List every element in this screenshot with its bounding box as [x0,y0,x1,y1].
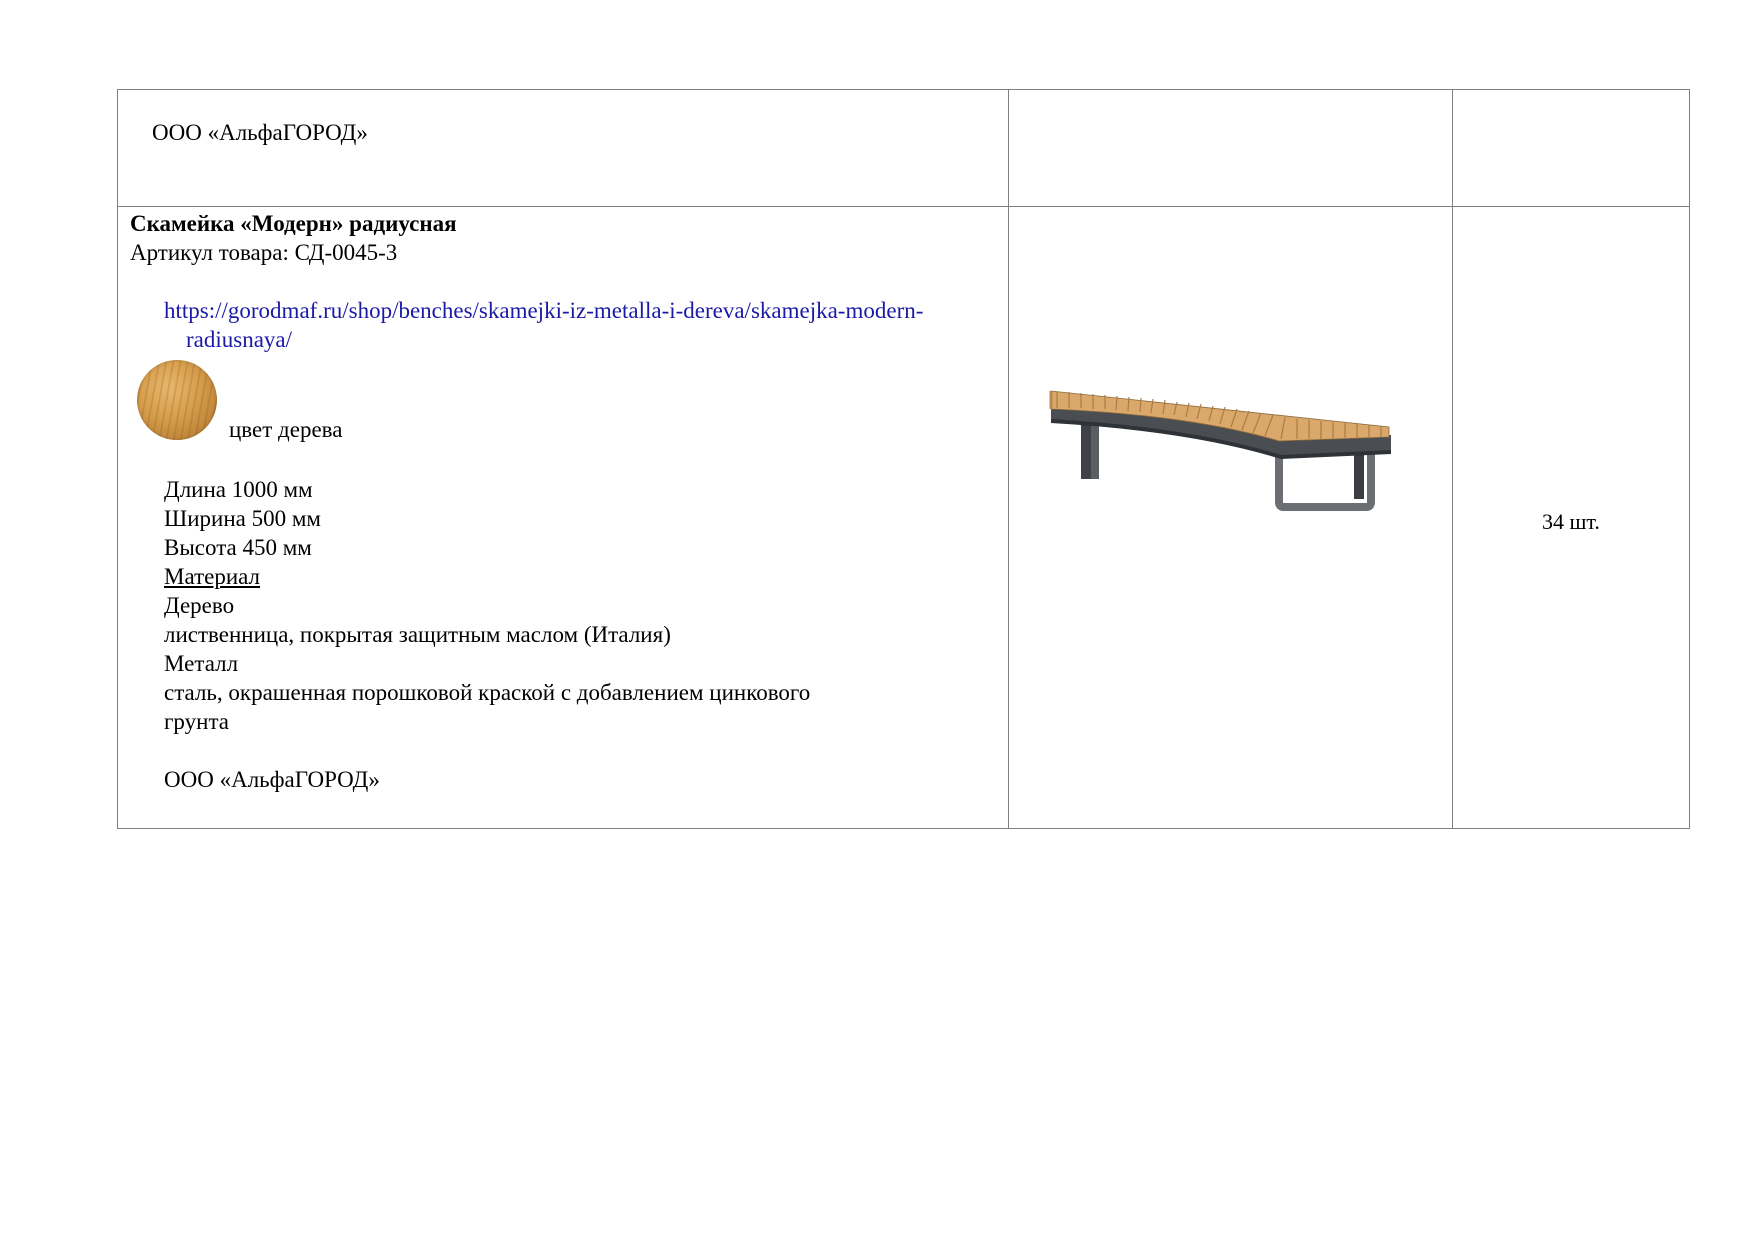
product-title: Скамейка «Модерн» радиусная [130,211,457,236]
product-article: Артикул товара: СД-0045-3 [130,240,398,265]
wood-description: лиственница, покрытая защитным маслом (Италия) [164,622,671,647]
color-label: цвет дерева [229,417,343,442]
quantity-value: 34 шт. [1541,509,1600,534]
empty-cell [1008,90,1452,207]
company-cell [118,90,1009,207]
color-swatch-row [130,360,1008,446]
metal-heading: Металл [164,651,239,676]
table-row [118,90,1690,207]
wood-heading: Дерево [164,593,235,618]
company-name: ООО «АльфаГОРОД» [164,767,380,792]
wood-color-swatch [137,360,217,440]
empty-cell [1452,90,1689,207]
spec-width: Ширина 500 мм [164,506,321,531]
company-name: ООО «АльфаГОРОД» [152,120,368,145]
metal-description: сталь, окрашенная порошковой краской с добавлением цинкового [164,680,811,705]
spec-height: Высота 450 мм [164,535,312,560]
product-table [117,89,1690,829]
product-link-text[interactable]: https://gorodmaf.ru/shop/benches/skamejki-iz-metalla-i-dereva/skamejka-modern- radiusnaya/ [164,298,924,352]
description-cell [118,207,1009,829]
quantity-cell [1452,207,1689,829]
spec-length: Длина 1000 мм [164,477,313,502]
image-cell [1008,207,1452,829]
metal-description-cont: грунта [164,709,229,734]
table-row [118,207,1690,829]
material-heading: Материал [164,564,261,589]
product-link[interactable] [130,296,1008,354]
bench-image [1041,377,1401,527]
